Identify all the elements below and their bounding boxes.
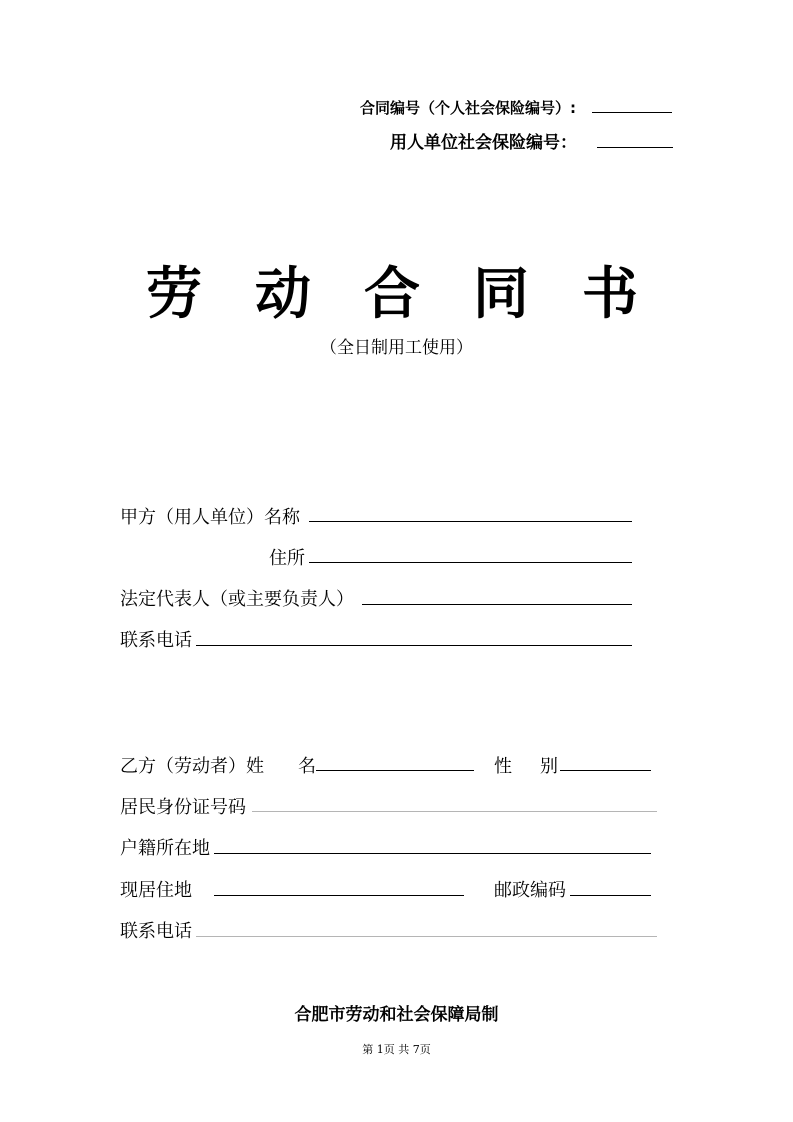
party-b-residence-line[interactable] bbox=[214, 895, 464, 896]
party-b-name-label-suffix: 名 bbox=[298, 756, 316, 777]
title-char: 合 bbox=[364, 261, 420, 327]
party-a-name-label: 甲方（用人单位）名称 bbox=[120, 507, 300, 528]
party-b-name-label: 乙方（劳动者）姓 bbox=[120, 756, 264, 777]
party-b-hukou-line[interactable] bbox=[214, 853, 651, 854]
party-b-gender-label: 性 bbox=[494, 756, 512, 777]
title-char: 劳 bbox=[146, 261, 202, 327]
title-char: 同 bbox=[473, 261, 529, 327]
party-a-phone-label: 联系电话 bbox=[120, 630, 192, 651]
document-title bbox=[0, 250, 793, 327]
contract-number-label: 合同编号（个人社会保险编号）: bbox=[360, 99, 577, 117]
party-b-id-line[interactable] bbox=[252, 811, 657, 812]
employer-social-insurance-line[interactable] bbox=[597, 147, 673, 148]
party-b-gender-line[interactable] bbox=[560, 770, 651, 771]
contract-number-line[interactable] bbox=[592, 112, 672, 113]
document-subtitle: （全日制用工使用） bbox=[320, 338, 473, 358]
party-b-phone-label: 联系电话 bbox=[120, 921, 192, 942]
issuer-label: 合肥市劳动和社会保障局制 bbox=[294, 1005, 499, 1025]
party-b-gender-label-2: 别 bbox=[540, 756, 558, 777]
party-b-hukou-label: 户籍所在地 bbox=[120, 838, 210, 859]
party-b-postcode-line[interactable] bbox=[570, 895, 651, 896]
party-a-address-label: 住所 bbox=[269, 548, 305, 569]
party-a-address-line[interactable] bbox=[309, 562, 632, 563]
employer-social-insurance-label: 用人单位社会保险编号： bbox=[390, 133, 577, 153]
title-char: 动 bbox=[255, 261, 311, 327]
party-a-rep-label: 法定代表人（或主要负责人） bbox=[120, 589, 354, 610]
party-a-name-line[interactable] bbox=[309, 521, 632, 522]
party-b-residence-label: 现居住地 bbox=[120, 880, 192, 901]
party-a-rep-line[interactable] bbox=[362, 604, 632, 605]
party-b-postcode-label: 邮政编码 bbox=[494, 880, 566, 901]
party-a-phone-line[interactable] bbox=[196, 645, 632, 646]
page-number: 第 1页 共 7页 bbox=[362, 1043, 431, 1056]
party-b-name-line[interactable] bbox=[316, 770, 474, 771]
party-b-id-label: 居民身份证号码 bbox=[120, 797, 246, 818]
title-char: 书 bbox=[582, 261, 638, 327]
party-b-phone-line[interactable] bbox=[196, 936, 657, 937]
